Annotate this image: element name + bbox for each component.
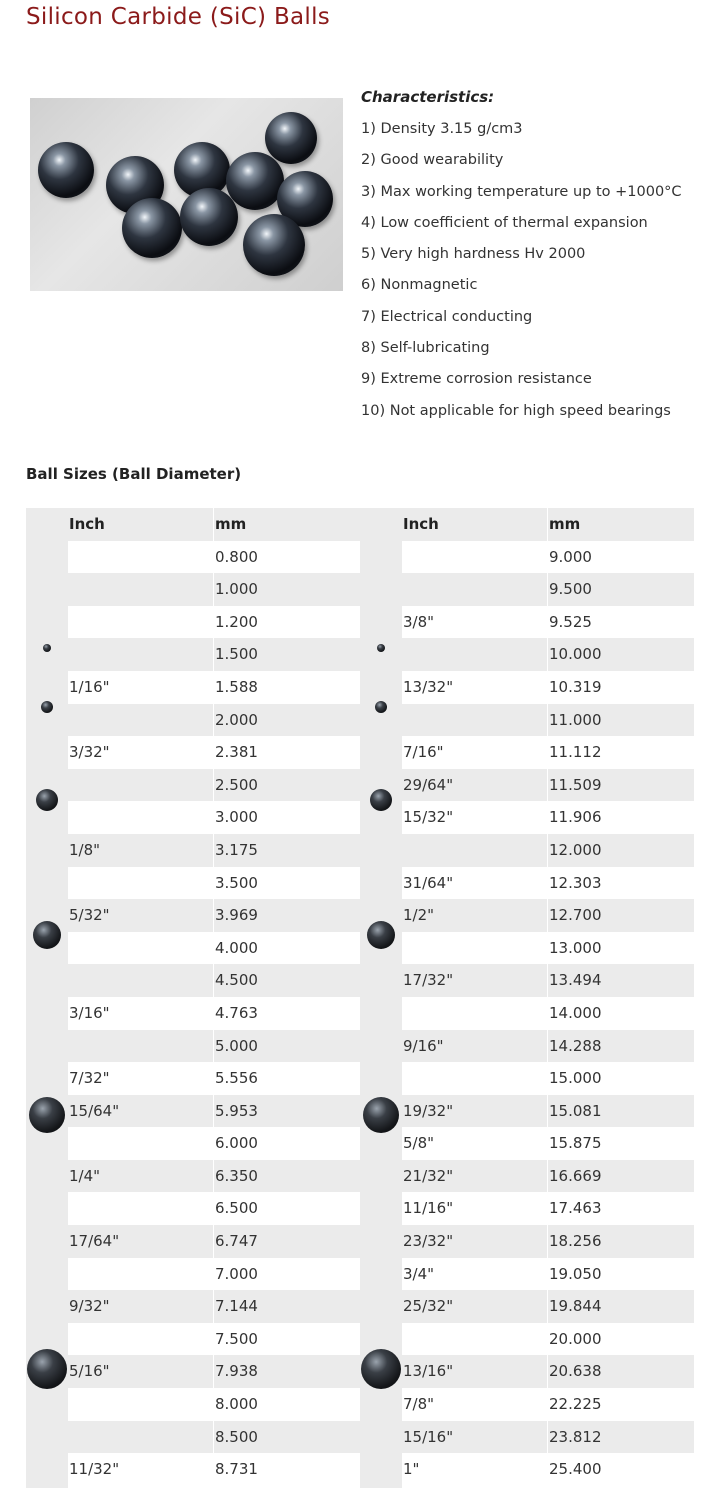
table-row (402, 541, 694, 574)
table-row (402, 638, 694, 671)
mm-cell: 11.906 (549, 808, 602, 827)
mm-cell: 25.400 (549, 1460, 602, 1479)
mm-cell: 11.112 (549, 743, 602, 762)
inch-header: Inch (403, 515, 439, 533)
inch-cell: 21/32" (403, 1166, 454, 1185)
table-row (68, 834, 360, 867)
mm-cell: 12.700 (549, 906, 602, 925)
mm-cell: 10.319 (549, 677, 602, 696)
sic-ball-image (243, 214, 305, 276)
ball-sizes-title: Ball Sizes (Ball Diameter) (26, 465, 242, 483)
inch-cell: 3/8" (403, 612, 435, 631)
table-row (68, 1355, 360, 1388)
table-row (68, 704, 360, 737)
mm-cell: 11.000 (549, 710, 602, 729)
mm-cell: 2.000 (215, 710, 258, 729)
table-row (402, 932, 694, 965)
mm-cell: 14.288 (549, 1036, 602, 1055)
mm-cell: 16.669 (549, 1166, 602, 1185)
inch-cell: 17/64" (69, 1232, 120, 1251)
table-row (68, 1323, 360, 1356)
mm-cell: 10.000 (549, 645, 602, 664)
table-row (402, 1095, 694, 1128)
table-row (402, 1127, 694, 1160)
mm-header: mm (549, 515, 581, 533)
sic-ball-image (38, 142, 94, 198)
table-row (68, 899, 360, 932)
table-row (402, 671, 694, 704)
inch-cell: 23/32" (403, 1232, 454, 1251)
ball-icon-column (26, 508, 68, 1488)
table-row (68, 541, 360, 574)
mm-cell: 19.050 (549, 1264, 602, 1283)
table-row (68, 1225, 360, 1258)
mm-cell: 1.500 (215, 645, 258, 664)
product-photo (30, 98, 343, 291)
table-row (402, 1355, 694, 1388)
mm-cell: 13.000 (549, 938, 602, 957)
sic-ball-image (226, 152, 284, 210)
mm-cell: 8.731 (215, 1460, 258, 1479)
table-row (68, 1258, 360, 1291)
ball-size-icon (27, 1349, 67, 1389)
inch-cell: 13/32" (403, 677, 454, 696)
table-row (402, 964, 694, 997)
inch-cell: 1/2" (403, 906, 435, 925)
table-row (402, 1062, 694, 1095)
ball-size-icon (363, 1097, 399, 1133)
mm-cell: 14.000 (549, 1003, 602, 1022)
mm-cell: 12.303 (549, 873, 602, 892)
ball-sizes-table (26, 508, 694, 1488)
table-row (402, 1323, 694, 1356)
table-row (402, 899, 694, 932)
table-row (68, 1030, 360, 1063)
mm-cell: 4.000 (215, 938, 258, 957)
mm-cell: 7.000 (215, 1264, 258, 1283)
ball-size-icon (370, 789, 392, 811)
mm-cell: 18.256 (549, 1232, 602, 1251)
mm-cell: 15.000 (549, 1069, 602, 1088)
mm-cell: 15.081 (549, 1101, 602, 1120)
ball-sizes-rows (402, 508, 694, 1486)
table-row (68, 769, 360, 802)
characteristic-item: 7) Electrical conducting (361, 308, 533, 325)
mm-cell: 6.000 (215, 1134, 258, 1153)
mm-cell: 15.875 (549, 1134, 602, 1153)
mm-cell: 4.500 (215, 971, 258, 990)
sic-ball-image (265, 112, 317, 164)
mm-cell: 0.800 (215, 547, 258, 566)
page-title: Silicon Carbide (SiC) Balls (26, 4, 331, 30)
table-row (402, 997, 694, 1030)
inch-cell: 5/32" (69, 906, 110, 925)
table-row (68, 867, 360, 900)
inch-cell: 3/4" (403, 1264, 435, 1283)
inch-cell: 3/16" (69, 1003, 110, 1022)
ball-sizes-left-column (26, 508, 360, 1488)
table-row (68, 932, 360, 965)
mm-cell: 6.747 (215, 1232, 258, 1251)
inch-cell: 7/8" (403, 1395, 435, 1414)
mm-cell: 8.500 (215, 1427, 258, 1446)
table-row (68, 606, 360, 639)
inch-cell: 15/64" (69, 1101, 120, 1120)
mm-cell: 3.500 (215, 873, 258, 892)
mm-cell: 2.500 (215, 775, 258, 794)
characteristic-item: 4) Low coefficient of thermal expansion (361, 214, 648, 231)
table-row (68, 1290, 360, 1323)
table-row (68, 1192, 360, 1225)
ball-size-icon (41, 701, 53, 713)
table-row (402, 1453, 694, 1486)
inch-cell: 1" (403, 1460, 420, 1479)
table-row (402, 606, 694, 639)
mm-cell: 9.525 (549, 612, 592, 631)
inch-cell: 17/32" (403, 971, 454, 990)
inch-cell: 1/16" (69, 677, 110, 696)
characteristic-item: 9) Extreme corrosion resistance (361, 371, 592, 388)
mm-cell: 2.381 (215, 743, 258, 762)
inch-cell: 3/32" (69, 743, 110, 762)
table-row (68, 573, 360, 606)
table-row (68, 1127, 360, 1160)
mm-cell: 5.556 (215, 1069, 258, 1088)
characteristic-item: 3) Max working temperature up to +1000°C (361, 183, 682, 200)
table-row (68, 997, 360, 1030)
inch-cell: 5/16" (69, 1362, 110, 1381)
column-divider (213, 508, 214, 1488)
inch-cell: 13/16" (403, 1362, 454, 1381)
characteristics-list (361, 114, 711, 427)
mm-cell: 1.200 (215, 612, 258, 631)
table-row (402, 801, 694, 834)
table-row (402, 1388, 694, 1421)
inch-cell: 15/16" (403, 1427, 454, 1446)
ball-size-icon (36, 789, 58, 811)
table-row (402, 1160, 694, 1193)
ball-size-icon (43, 644, 51, 652)
inch-cell: 15/32" (403, 808, 454, 827)
table-row (402, 736, 694, 769)
table-row (402, 573, 694, 606)
mm-cell: 13.494 (549, 971, 602, 990)
column-divider (547, 508, 548, 1488)
inch-cell: 11/32" (69, 1460, 120, 1479)
inch-cell: 19/32" (403, 1101, 454, 1120)
characteristic-item: 2) Good wearability (361, 152, 504, 169)
inch-header: Inch (69, 515, 105, 533)
table-row (402, 1030, 694, 1063)
table-row (402, 1258, 694, 1291)
table-row (402, 834, 694, 867)
table-row (68, 671, 360, 704)
mm-cell: 17.463 (549, 1199, 602, 1218)
inch-cell: 1/8" (69, 840, 101, 859)
mm-cell: 6.500 (215, 1199, 258, 1218)
mm-cell: 22.225 (549, 1395, 602, 1414)
ball-size-icon (29, 1097, 65, 1133)
inch-cell: 31/64" (403, 873, 454, 892)
table-row (68, 1453, 360, 1486)
sic-ball-image (122, 198, 182, 258)
mm-cell: 11.509 (549, 775, 602, 794)
table-row (68, 1421, 360, 1454)
table-row (402, 867, 694, 900)
inch-cell: 1/4" (69, 1166, 101, 1185)
inch-cell: 25/32" (403, 1297, 454, 1316)
mm-cell: 9.500 (549, 580, 592, 599)
mm-cell: 5.953 (215, 1101, 258, 1120)
ball-size-icon (367, 921, 395, 949)
ball-size-icon (377, 644, 385, 652)
mm-cell: 7.500 (215, 1329, 258, 1348)
mm-cell: 6.350 (215, 1166, 258, 1185)
inch-cell: 29/64" (403, 775, 454, 794)
mm-cell: 3.000 (215, 808, 258, 827)
mm-header: mm (215, 515, 247, 533)
table-header (68, 508, 360, 541)
ball-sizes-rows (68, 508, 360, 1486)
ball-sizes-right-column (360, 508, 694, 1488)
characteristic-item: 6) Nonmagnetic (361, 277, 478, 294)
ball-size-icon (375, 701, 387, 713)
table-row (68, 1062, 360, 1095)
ball-size-icon (361, 1349, 401, 1389)
table-row (68, 736, 360, 769)
characteristic-item: 1) Density 3.15 g/cm3 (361, 121, 523, 137)
table-row (402, 769, 694, 802)
table-row (402, 1290, 694, 1323)
characteristics-title: Characteristics: (361, 88, 495, 106)
inch-cell: 11/16" (403, 1199, 454, 1218)
inch-cell: 9/32" (69, 1297, 110, 1316)
mm-cell: 7.938 (215, 1362, 258, 1381)
table-row (68, 1388, 360, 1421)
mm-cell: 3.175 (215, 840, 258, 859)
inch-cell: 7/16" (403, 743, 444, 762)
table-row (68, 1160, 360, 1193)
table-row (402, 1421, 694, 1454)
mm-cell: 1.000 (215, 580, 258, 599)
mm-cell: 19.844 (549, 1297, 602, 1316)
mm-cell: 9.000 (549, 547, 592, 566)
inch-cell: 7/32" (69, 1069, 110, 1088)
ball-size-icon (33, 921, 61, 949)
mm-cell: 3.969 (215, 906, 258, 925)
sic-ball-image (180, 188, 238, 246)
table-row (68, 801, 360, 834)
mm-cell: 23.812 (549, 1427, 602, 1446)
inch-cell: 9/16" (403, 1036, 444, 1055)
ball-icon-column (360, 508, 402, 1488)
characteristics-section (361, 86, 711, 427)
table-row (68, 638, 360, 671)
mm-cell: 20.638 (549, 1362, 602, 1381)
table-row (402, 1225, 694, 1258)
mm-cell: 12.000 (549, 840, 602, 859)
table-row (402, 704, 694, 737)
mm-cell: 1.588 (215, 677, 258, 696)
table-row (402, 1192, 694, 1225)
mm-cell: 20.000 (549, 1329, 602, 1348)
characteristic-item: 5) Very high hardness Hv 2000 (361, 246, 586, 263)
table-row (68, 1095, 360, 1128)
characteristic-item: 10) Not applicable for high speed bearings (361, 402, 671, 419)
mm-cell: 5.000 (215, 1036, 258, 1055)
mm-cell: 7.144 (215, 1297, 258, 1316)
mm-cell: 4.763 (215, 1003, 258, 1022)
table-row (68, 964, 360, 997)
characteristic-item: 8) Self-lubricating (361, 340, 490, 357)
mm-cell: 8.000 (215, 1395, 258, 1414)
table-header (402, 508, 694, 541)
inch-cell: 5/8" (403, 1134, 435, 1153)
